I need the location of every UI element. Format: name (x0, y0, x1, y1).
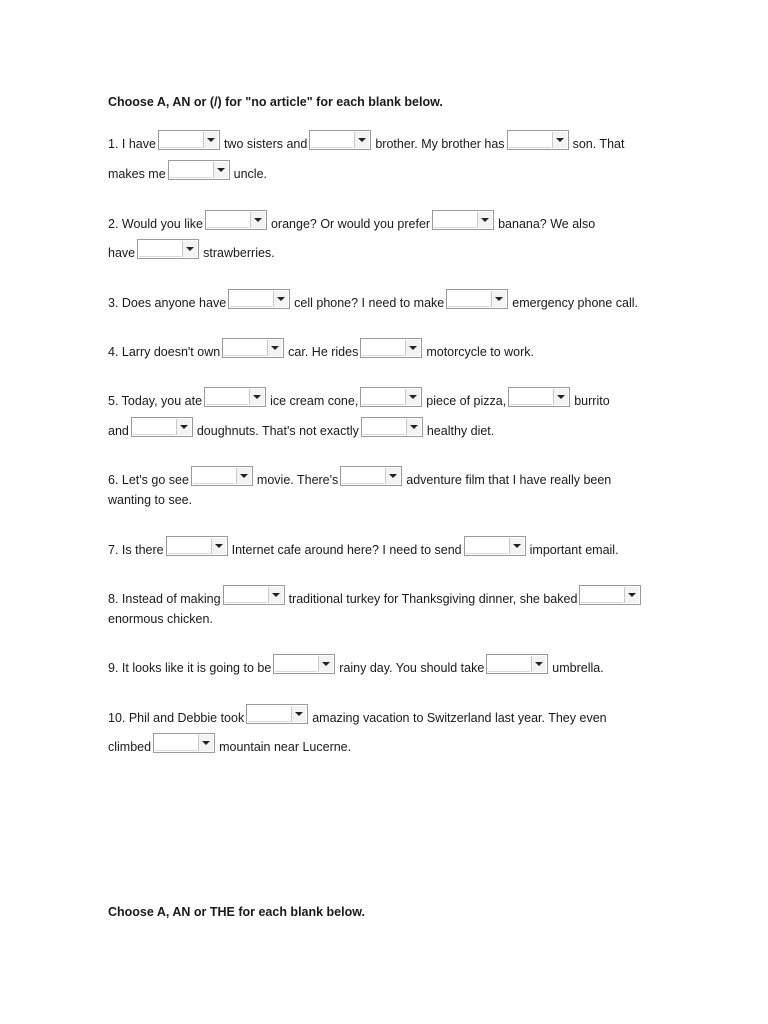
article-dropdown[interactable] (464, 536, 526, 556)
question-text: cell phone? I need to make (294, 296, 445, 310)
question-text: climbed (108, 740, 152, 754)
question-text: have (108, 246, 136, 260)
question-text: 10. Phil and Debbie took (108, 711, 245, 725)
article-dropdown[interactable] (158, 130, 220, 150)
question-4-line-1 (108, 340, 534, 364)
question-text: 5. Today, you ate (108, 394, 203, 408)
chevron-down-icon[interactable] (267, 340, 282, 356)
article-dropdown[interactable] (205, 210, 267, 230)
question-text: 6. Let's go see (108, 473, 189, 487)
chevron-down-icon[interactable] (405, 340, 420, 356)
chevron-down-icon[interactable] (250, 212, 265, 228)
chevron-down-icon[interactable] (491, 291, 506, 307)
chevron-down-icon[interactable] (198, 735, 213, 751)
article-dropdown[interactable] (360, 338, 422, 358)
article-dropdown[interactable] (360, 387, 422, 407)
question-7-line-1 (108, 538, 619, 562)
chevron-down-icon[interactable] (509, 538, 524, 554)
chevron-down-icon[interactable] (236, 468, 251, 484)
question-text: makes me (108, 167, 166, 181)
article-dropdown[interactable] (204, 387, 266, 407)
chevron-down-icon[interactable] (552, 132, 567, 148)
article-dropdown[interactable] (166, 536, 228, 556)
chevron-down-icon[interactable] (176, 419, 191, 435)
chevron-down-icon[interactable] (553, 389, 568, 405)
question-text: important email. (529, 543, 619, 557)
question-text: banana? We also (498, 217, 596, 231)
chevron-down-icon[interactable] (354, 132, 369, 148)
instructions-heading-1: Choose A, AN or (/) for "no article" for each blank below. (108, 95, 443, 109)
article-dropdown[interactable] (446, 289, 508, 309)
question-5-line-1 (108, 389, 610, 413)
article-dropdown[interactable] (340, 466, 402, 486)
question-text: 3. Does anyone have (108, 296, 227, 310)
question-text: brother. My brother has (375, 137, 505, 151)
question-text: motorcycle to work. (426, 345, 535, 359)
chevron-down-icon[interactable] (405, 389, 420, 405)
chevron-down-icon[interactable] (211, 538, 226, 554)
article-dropdown[interactable] (508, 387, 570, 407)
question-text: 9. It looks like it is going to be (108, 661, 272, 675)
question-text: 7. Is there (108, 543, 164, 557)
article-dropdown[interactable] (273, 654, 335, 674)
question-text: mountain near Lucerne. (219, 740, 352, 754)
question-text: Internet cafe around here? I need to send (231, 543, 462, 557)
question-5-line-2 (108, 419, 494, 443)
chevron-down-icon[interactable] (182, 241, 197, 257)
chevron-down-icon[interactable] (249, 389, 264, 405)
question-text: adventure film that I have really been (406, 473, 612, 487)
question-text: enormous chicken. (108, 612, 213, 626)
article-dropdown[interactable] (579, 585, 641, 605)
chevron-down-icon[interactable] (291, 706, 306, 722)
chevron-down-icon[interactable] (406, 419, 421, 435)
question-2-line-1 (108, 212, 595, 236)
article-dropdown[interactable] (131, 417, 193, 437)
question-text: traditional turkey for Thanksgiving dinner, she baked (288, 592, 578, 606)
article-dropdown[interactable] (432, 210, 494, 230)
question-1-line-2 (108, 162, 267, 186)
question-text: 8. Instead of making (108, 592, 221, 606)
question-text: orange? Or would you prefer (270, 217, 431, 231)
question-text: wanting to see. (108, 493, 193, 507)
question-text: rainy day. You should take (339, 661, 485, 675)
chevron-down-icon[interactable] (477, 212, 492, 228)
chevron-down-icon[interactable] (385, 468, 400, 484)
question-text: healthy diet. (426, 424, 495, 438)
question-text: 4. Larry doesn't own (108, 345, 221, 359)
article-dropdown[interactable] (222, 338, 284, 358)
chevron-down-icon[interactable] (268, 587, 283, 603)
article-dropdown[interactable] (361, 417, 423, 437)
question-8-line-2 (108, 607, 213, 631)
question-text: son. That (572, 137, 625, 151)
article-dropdown[interactable] (168, 160, 230, 180)
question-6-line-2 (108, 488, 192, 512)
chevron-down-icon[interactable] (318, 656, 333, 672)
question-text: umbrella. (552, 661, 604, 675)
article-dropdown[interactable] (228, 289, 290, 309)
chevron-down-icon[interactable] (531, 656, 546, 672)
question-text: ice cream cone, (270, 394, 359, 408)
question-9-line-1 (108, 656, 604, 680)
question-text: amazing vacation to Switzerland last year. They even (312, 711, 607, 725)
instructions-heading-2: Choose A, AN or THE for each blank below. (108, 905, 365, 919)
article-dropdown[interactable] (507, 130, 569, 150)
article-dropdown[interactable] (309, 130, 371, 150)
question-3-line-1 (108, 291, 638, 315)
question-text: car. He rides (288, 345, 359, 359)
question-text: strawberries. (203, 246, 275, 260)
article-dropdown[interactable] (153, 733, 215, 753)
question-text: uncle. (233, 167, 268, 181)
article-dropdown[interactable] (137, 239, 199, 259)
article-dropdown[interactable] (246, 704, 308, 724)
question-10-line-1 (108, 706, 607, 730)
chevron-down-icon[interactable] (273, 291, 288, 307)
question-10-line-2 (108, 735, 351, 759)
article-dropdown[interactable] (486, 654, 548, 674)
question-text: piece of pizza, (426, 394, 507, 408)
article-dropdown[interactable] (223, 585, 285, 605)
question-text: 1. I have (108, 137, 156, 151)
question-2-line-2 (108, 241, 275, 265)
chevron-down-icon[interactable] (213, 162, 228, 178)
question-text: and (108, 424, 129, 438)
question-text: emergency phone call. (512, 296, 639, 310)
chevron-down-icon[interactable] (203, 132, 218, 148)
question-1-line-1 (108, 132, 624, 156)
question-text: doughnuts. That's not exactly (196, 424, 359, 438)
question-text: two sisters and (223, 137, 308, 151)
article-dropdown[interactable] (191, 466, 253, 486)
question-text: movie. There's (256, 473, 339, 487)
chevron-down-icon[interactable] (624, 587, 639, 603)
question-text: burrito (574, 394, 610, 408)
question-text: 2. Would you like (108, 217, 203, 231)
